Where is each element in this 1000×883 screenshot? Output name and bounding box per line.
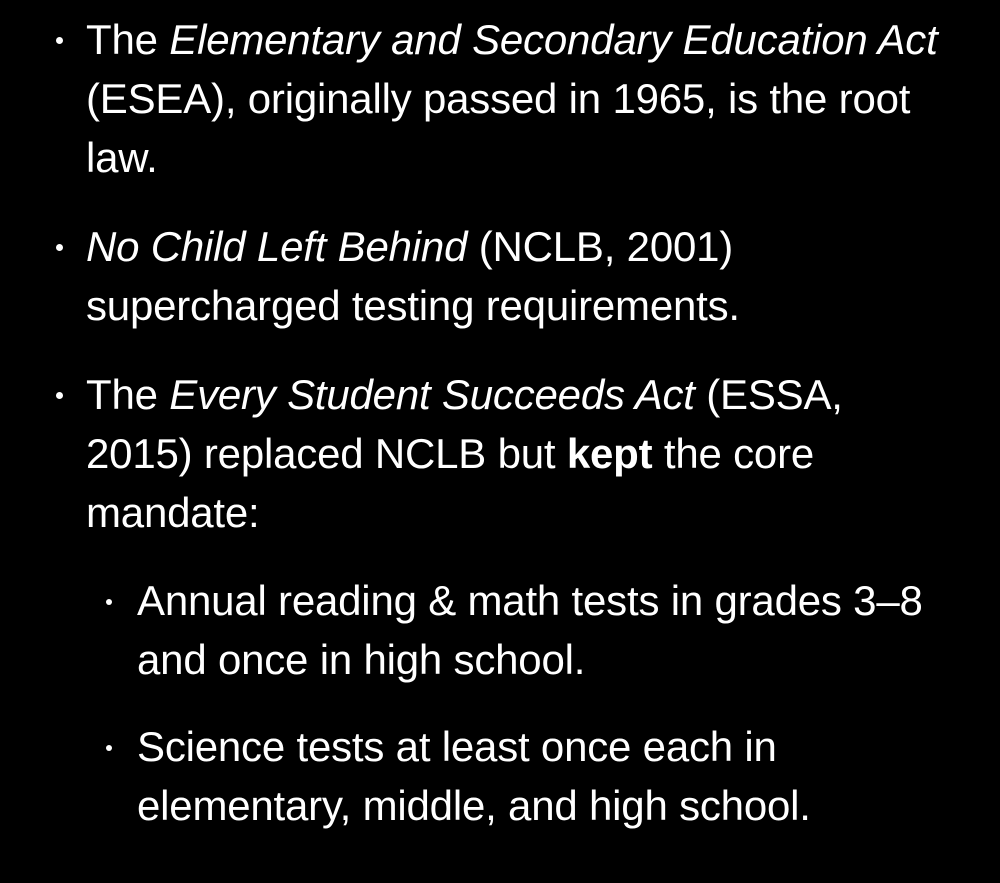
- emphasized-word: kept: [566, 430, 653, 477]
- act-title-nclb: No Child Left Behind: [86, 223, 468, 270]
- bullet-dot: [56, 37, 63, 44]
- sub-item-reading-math: [86, 571, 957, 689]
- item-lead-text: The: [86, 16, 170, 63]
- item-body-text: (ESEA), originally passed in 1965, is the root law.: [86, 75, 911, 181]
- mandate-sub-list: [86, 571, 923, 835]
- item-lead-text: The: [86, 371, 170, 418]
- education-law-list: [0, 10, 1000, 865]
- list-item-esea: [0, 10, 946, 187]
- list-item-nclb: [0, 217, 886, 335]
- bullet-dot: [56, 392, 63, 399]
- list-item-essa: [0, 365, 923, 835]
- item-body-text: (NCLB, 2001) supercharged testing requirements.: [86, 223, 740, 329]
- sub-item-science: [86, 717, 957, 835]
- act-title-esea: Elementary and Secondary Education Act: [169, 16, 938, 63]
- sub-bullet-dot: [106, 599, 112, 605]
- item-middle-text: (ESSA, 2015) replaced NCLB but: [86, 371, 843, 477]
- bullet-dot: [56, 244, 63, 251]
- sub-item-text: Science tests at least once each in elementary, middle, and high school.: [137, 723, 811, 829]
- act-title-essa: Every Student Succeeds Act: [169, 371, 695, 418]
- item-body-text: the core mandate:: [86, 430, 815, 536]
- sub-bullet-dot: [106, 745, 112, 751]
- sub-item-text: Annual reading & math tests in grades 3–8 and once in high school.: [137, 577, 923, 683]
